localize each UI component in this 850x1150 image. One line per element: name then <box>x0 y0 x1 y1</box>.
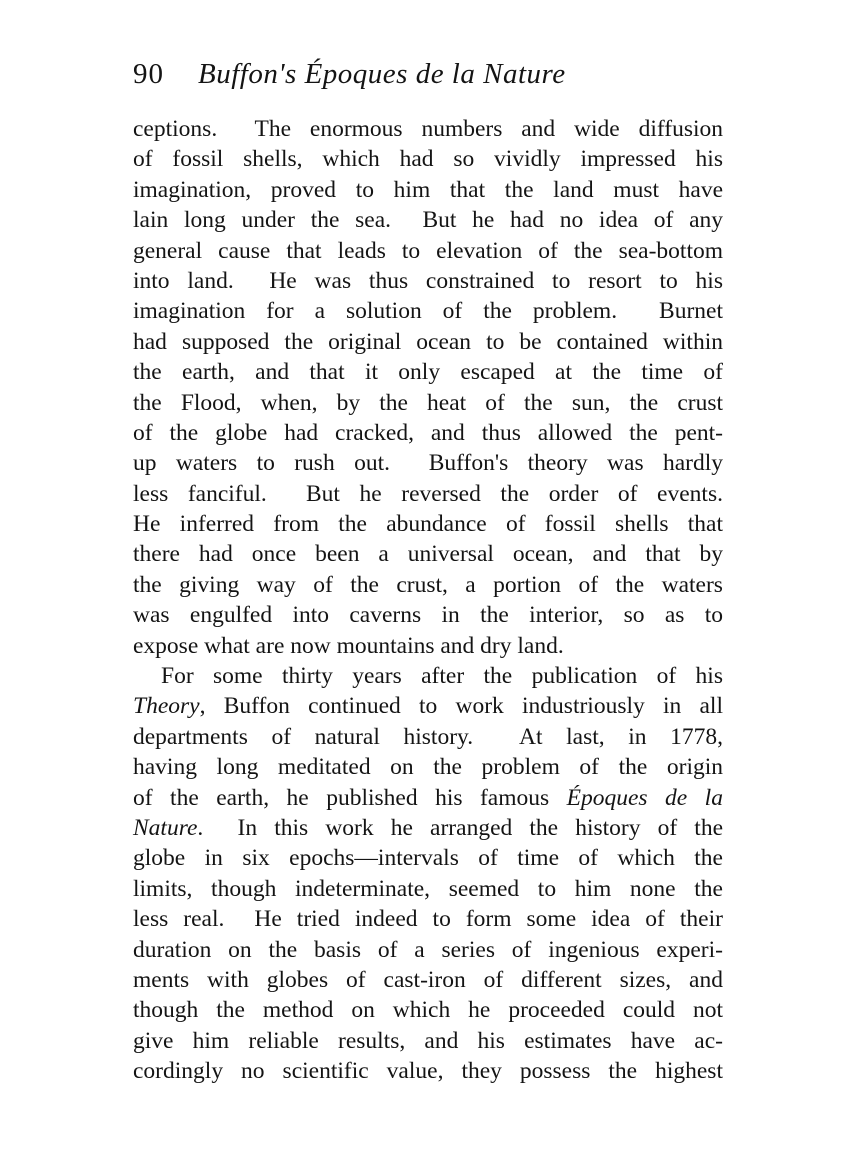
text-line <box>133 236 723 266</box>
text-line <box>133 175 723 205</box>
text-segment: the earth, and that it only escaped at the time of <box>133 359 723 386</box>
text-line <box>133 479 723 509</box>
text-line <box>133 266 723 296</box>
text-segment: there had once been a universal ocean, and that by <box>133 541 724 568</box>
italic-segment: Époques de la <box>566 784 723 811</box>
text-segment: duration on the basis of a series of ingenious experi- <box>133 936 723 963</box>
text-line <box>133 144 723 174</box>
text-line <box>133 509 723 539</box>
text-segment: of the earth, he published his famous <box>133 784 567 811</box>
text-line <box>133 418 723 448</box>
text-line <box>133 995 723 1025</box>
text-line <box>133 874 723 904</box>
text-line <box>133 357 723 387</box>
running-head <box>133 58 733 102</box>
text-segment: less fanciful. But he reversed the order of events. <box>133 480 723 507</box>
text-line <box>133 631 723 661</box>
text-segment: less real. He tried indeed to form some idea of their <box>133 906 723 933</box>
text-segment: globe in six epochs—intervals of time of which the <box>133 845 723 872</box>
text-segment: ceptions. The enormous numbers and wide diffusion <box>133 116 724 142</box>
paragraph <box>133 661 723 1086</box>
text-segment: give him reliable results, and his estimates have ac- <box>133 1027 723 1054</box>
text-line <box>133 752 723 782</box>
text-line <box>133 813 723 843</box>
text-line <box>133 205 723 235</box>
text-line <box>133 388 723 418</box>
text-segment: of fossil shells, which had so vividly impressed his <box>133 146 723 173</box>
text-segment: into land. He was thus constrained to resort to his <box>133 267 723 294</box>
text-segment: He inferred from the abundance of fossil shells that <box>133 511 724 538</box>
text-line <box>133 327 723 357</box>
text-segment: imagination for a solution of the problem. Burnet <box>133 298 723 325</box>
running-title: Buffon's Époques de la Nature <box>198 58 566 90</box>
page-number: 90 <box>133 58 164 90</box>
text-line <box>133 1026 723 1056</box>
text-line <box>133 539 723 569</box>
text-line <box>133 114 723 144</box>
text-segment: having long meditated on the problem of the origin <box>133 754 724 781</box>
text-line <box>133 691 723 721</box>
text-line <box>133 296 723 326</box>
body-text <box>133 114 723 1087</box>
text-line <box>133 904 723 934</box>
text-line <box>133 570 723 600</box>
text-line <box>133 935 723 965</box>
text-segment: For some thirty years after the publication of his <box>161 663 723 690</box>
text-segment: the Flood, when, by the heat of the sun, the crust <box>133 389 724 416</box>
text-segment: , Buffon continued to work industriously in all <box>199 693 723 720</box>
text-line <box>133 1056 723 1086</box>
text-line <box>133 843 723 873</box>
text-segment: . In this work he arranged the history of the <box>197 814 724 841</box>
text-segment: of the globe had cracked, and thus allowed the pent- <box>133 419 723 446</box>
text-segment: departments of natural history. At last, in 1778, <box>133 723 724 750</box>
text-line <box>133 600 723 630</box>
text-line <box>133 661 723 691</box>
text-segment: ments with globes of cast-iron of different sizes, and <box>133 966 723 993</box>
text-line <box>133 965 723 995</box>
text-segment: limits, though indeterminate, seemed to him none the <box>133 875 723 902</box>
text-segment: though the method on which he proceeded could not <box>133 997 724 1024</box>
text-segment: imagination, proved to him that the land must have <box>133 176 724 203</box>
text-segment: general cause that leads to elevation of the sea-bottom <box>133 237 724 264</box>
text-line <box>133 722 723 752</box>
text-segment: expose what are now mountains and dry land. <box>133 632 564 659</box>
text-segment: up waters to rush out. Buffon's theory was hardly <box>133 450 724 477</box>
text-line <box>133 448 723 478</box>
italic-segment: Theory <box>133 693 200 720</box>
text-segment: the giving way of the crust, a portion of the waters <box>133 571 723 598</box>
paragraph <box>133 114 723 661</box>
text-segment: lain long under the sea. But he had no idea of any <box>133 207 724 234</box>
text-segment: had supposed the original ocean to be contained within <box>133 328 723 355</box>
italic-segment: Nature <box>133 814 198 841</box>
text-segment: cordingly no scientific value, they possess the highest <box>133 1058 723 1085</box>
text-segment: was engulfed into caverns in the interior, so as to <box>133 602 724 629</box>
text-line <box>133 783 723 813</box>
